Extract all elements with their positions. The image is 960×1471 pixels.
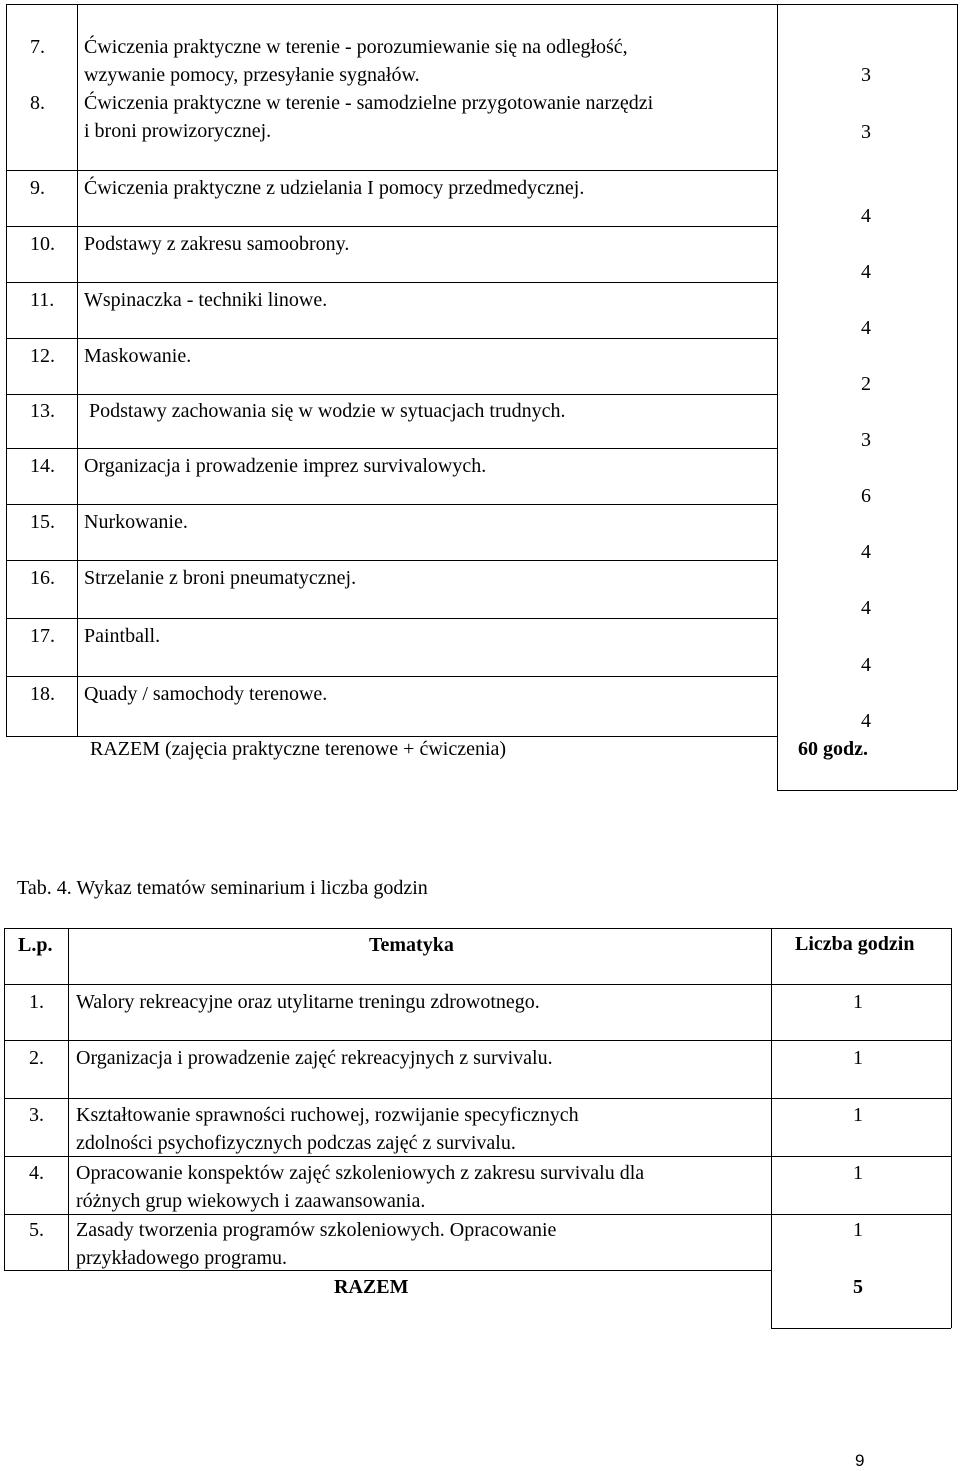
table-row-topic: Nurkowanie. (84, 511, 188, 533)
hours-value: 4 (861, 317, 871, 339)
hours-value: 4 (861, 541, 871, 563)
table-row-number: 15. (30, 511, 55, 533)
hours-value: 3 (861, 64, 871, 86)
table-row-topic: Wspinaczka - techniki linowe. (84, 289, 328, 311)
hours-value: 1 (853, 991, 863, 1013)
table-row-number: 11. (30, 289, 55, 311)
table-row-topic: Organizacja i prowadzenie zajęć rekreacyjnych z survivalu. (76, 1047, 553, 1069)
table-row-topic-cont: wzywanie pomocy, przesyłanie sygnałów. (84, 64, 420, 86)
hours-value: 1 (853, 1219, 863, 1241)
table-row-topic-cont: zdolności psychofizycznych podczas zajęć z survivalu. (76, 1132, 516, 1154)
table-row-number: 14. (30, 455, 55, 477)
total-value: 60 godz. (798, 738, 868, 760)
table-row-number: 2. (29, 1047, 44, 1069)
table-row-topic: Kształtowanie sprawności ruchowej, rozwijanie specyficznych (76, 1104, 579, 1126)
table-row-number: 12. (30, 345, 55, 367)
table-row-number: 10. (30, 233, 55, 255)
table-row-topic-cont: przykładowego programu. (76, 1247, 288, 1269)
table-row-topic: Opracowanie konspektów zajęć szkoleniowych z zakresu survivalu dla (76, 1162, 645, 1184)
table-row-topic: Quady / samochody terenowe. (84, 683, 328, 705)
table-row-number: 1. (29, 991, 44, 1013)
table-row-topic-cont: różnych grup wiekowych i zaawansowania. (76, 1190, 426, 1212)
page-number: 9 (855, 1451, 865, 1470)
column-header-hours: Liczba godzin (795, 933, 915, 955)
table-row-number: 16. (30, 567, 55, 589)
table-row-number: 13. (30, 400, 55, 422)
total-value: 5 (853, 1276, 863, 1298)
table-row-number: 7. (30, 36, 45, 58)
hours-value: 1 (853, 1162, 863, 1184)
hours-value: 1 (853, 1047, 863, 1069)
table-row-topic: Ćwiczenia praktyczne w terenie - samodzielne przygotowanie narzędzi (84, 92, 654, 114)
table-row-number: 18. (30, 683, 55, 705)
table-row-topic: Podstawy z zakresu samoobrony. (84, 233, 350, 255)
table-row-topic: Zasady tworzenia programów szkoleniowych. Opracowanie (76, 1219, 557, 1241)
table-row-topic: Strzelanie z broni pneumatycznej. (84, 567, 357, 589)
hours-value: 4 (861, 597, 871, 619)
table-row-topic: Walory rekreacyjne oraz utylitarne treningu zdrowotnego. (76, 991, 540, 1013)
table-row-number: 3. (29, 1104, 44, 1126)
hours-value: 3 (861, 429, 871, 451)
table-row-topic: Paintball. (84, 625, 161, 647)
hours-value: 3 (861, 121, 871, 143)
hours-value: 6 (861, 485, 871, 507)
column-header-lp: L.p. (18, 934, 53, 956)
table-row-number: 17. (30, 625, 55, 647)
table-row-number: 4. (29, 1162, 44, 1184)
table-row-topic: Ćwiczenia praktyczne w terenie - porozumiewanie się na odległość, (84, 36, 628, 58)
table-caption: Tab. 4. Wykaz tematów seminarium i liczba godzin (17, 877, 428, 899)
total-description: (zajęcia praktyczne terenowe + ćwiczenia) (160, 738, 507, 760)
hours-value: 4 (861, 710, 871, 732)
table-row-topic: Podstawy zachowania się w wodzie w sytuacjach trudnych. (89, 400, 566, 422)
table-row-topic: Ćwiczenia praktyczne z udzielania I pomocy przedmedycznej. (84, 177, 585, 199)
table-row-number: 8. (30, 92, 45, 114)
hours-value: 4 (861, 261, 871, 283)
table-row-number: 9. (30, 177, 45, 199)
hours-value: 2 (861, 373, 871, 395)
hours-value: 4 (861, 205, 871, 227)
hours-value: 1 (853, 1104, 863, 1126)
table-row-number: 5. (29, 1219, 44, 1241)
table-row-topic: Organizacja i prowadzenie imprez survivalowych. (84, 455, 487, 477)
column-header-topic: Tematyka (369, 934, 454, 956)
table-total-row (90, 735, 506, 763)
total-label: RAZEM (90, 738, 160, 760)
table-row-topic: Maskowanie. (84, 345, 192, 367)
table-row-topic-cont: i broni prowizorycznej. (84, 120, 272, 142)
hours-value: 4 (861, 654, 871, 676)
total-label: RAZEM (334, 1276, 409, 1298)
